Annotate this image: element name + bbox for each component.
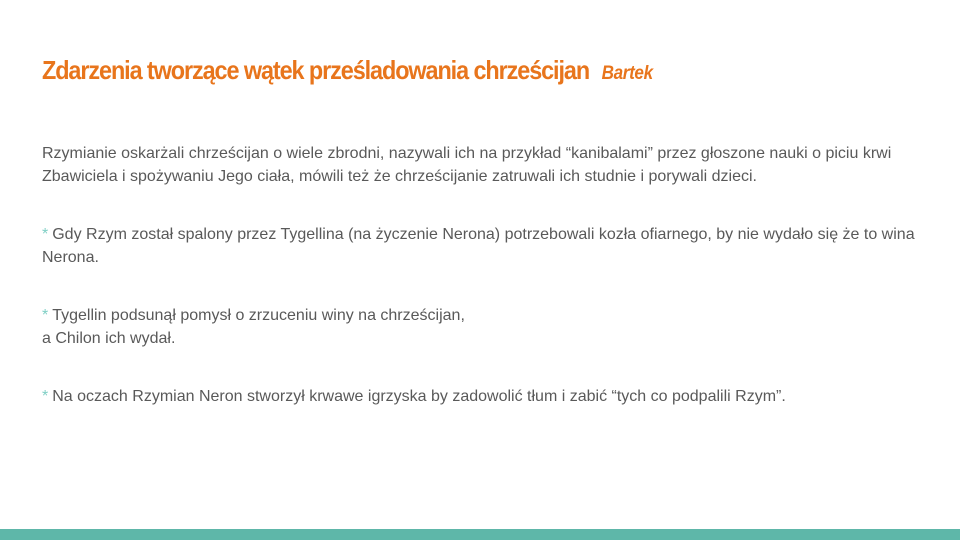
title-text: Zdarzenia tworzące wątek prześladowania chrześcijan: [42, 55, 590, 85]
bullet-text: Na oczach Rzymian Neron stworzył krwawe igrzyska by zadowolić tłum i zabić “tych co podpalili Rzym”.: [52, 388, 786, 405]
bullet-star-icon: *: [42, 307, 49, 324]
bullet-text: Gdy Rzym został spalony przez Tygellina (na życzenie Nerona) potrzebowali kozła ofiarnego, by nie wydało się że to wina Nerona.: [42, 226, 915, 266]
bullet-star-icon: *: [42, 226, 49, 243]
bullet-item: [42, 223, 922, 269]
bullet-item: [42, 304, 922, 350]
bullet-text-line1: Tygellin podsunął pomysł o zrzuceniu winy na chrześcijan,: [52, 307, 465, 324]
bullet-item: [42, 385, 922, 408]
author-name: Bartek: [601, 63, 653, 84]
bullet-star-icon: *: [42, 388, 49, 405]
intro-paragraph: Rzymianie oskarżali chrześcijan o wiele zbrodni, nazywali ich na przykład “kanibalami” przez głoszone nauki o piciu krwi Zbawiciela i spożywaniu Jego ciała, mówili też że chrześcijanie zatruwali ich studnie i porywali dzieci.: [42, 145, 892, 185]
bottom-accent-bar: [0, 529, 960, 540]
slide-body: [42, 142, 922, 443]
slide-title: [42, 55, 834, 86]
bullet-text-line2: a Chilon ich wydał.: [42, 330, 176, 347]
